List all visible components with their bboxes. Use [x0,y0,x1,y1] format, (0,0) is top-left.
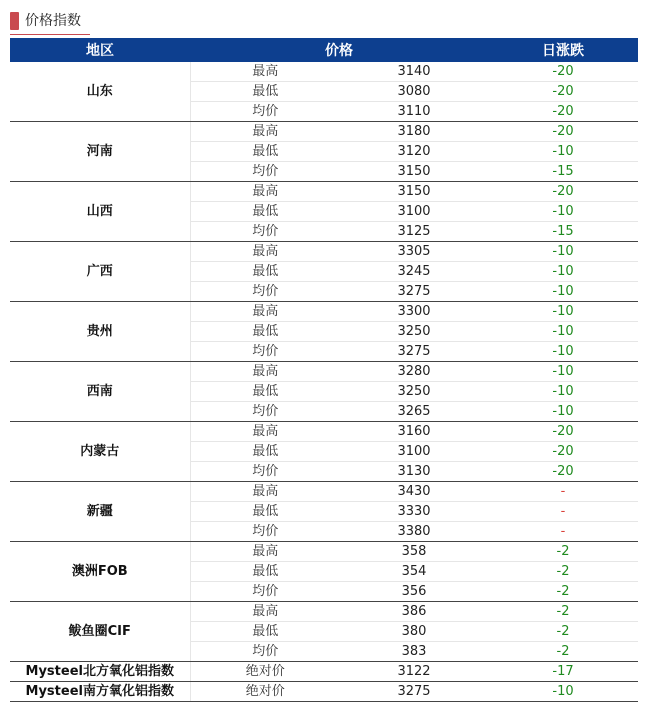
index-row [10,682,638,702]
change-cell: -20 [488,82,638,102]
price-type-cell: 最低 [190,622,340,642]
change-cell: -2 [488,582,638,602]
change-cell: -20 [488,62,638,82]
change-cell: -10 [488,262,638,282]
table-row [10,422,638,442]
change-cell: -10 [488,302,638,322]
section-title [10,9,90,33]
change-cell: - [488,502,638,522]
region-cell: 贵州 [10,302,190,362]
region-cell: 新疆 [10,482,190,542]
price-type-cell: 最低 [190,322,340,342]
price-cell: 380 [340,622,488,642]
table-row [10,182,638,202]
table-row [10,482,638,502]
header-change: 日涨跌 [488,38,638,62]
index-name-cell: Mysteel北方氧化铝指数 [10,662,190,682]
price-cell: 3150 [340,162,488,182]
price-cell: 3125 [340,222,488,242]
price-cell: 3150 [340,182,488,202]
price-type-cell: 均价 [190,462,340,482]
change-cell: -10 [488,322,638,342]
price-cell: 3275 [340,342,488,362]
price-cell: 3100 [340,202,488,222]
change-cell: -10 [488,682,638,702]
table-row [10,362,638,382]
price-cell: 3110 [340,102,488,122]
section-title-text: 价格指数 [25,13,81,29]
price-type-cell: 最低 [190,562,340,582]
price-cell: 3430 [340,482,488,502]
change-cell: - [488,522,638,542]
title-marker [10,12,19,30]
price-type-cell: 最高 [190,62,340,82]
price-cell: 3265 [340,402,488,422]
price-type-cell: 最高 [190,602,340,622]
price-cell: 3160 [340,422,488,442]
price-cell: 3120 [340,142,488,162]
region-cell: 山东 [10,62,190,122]
region-cell: 西南 [10,362,190,422]
table-row [10,542,638,562]
price-cell: 3245 [340,262,488,282]
price-cell: 356 [340,582,488,602]
change-cell: -10 [488,282,638,302]
change-cell: -20 [488,422,638,442]
price-cell: 3130 [340,462,488,482]
change-cell: -10 [488,362,638,382]
price-type-cell: 均价 [190,162,340,182]
table-body [10,62,638,702]
region-cell: 内蒙古 [10,422,190,482]
price-type-cell: 最高 [190,242,340,262]
region-cell: 鲅鱼圈CIF [10,602,190,662]
region-cell: 广西 [10,242,190,302]
change-cell: -2 [488,542,638,562]
price-type-cell: 最高 [190,482,340,502]
change-cell: -2 [488,602,638,622]
price-cell: 3080 [340,82,488,102]
price-cell: 3275 [340,682,488,702]
price-cell: 3250 [340,322,488,342]
change-cell: -20 [488,442,638,462]
price-cell: 383 [340,642,488,662]
change-cell: -20 [488,102,638,122]
price-cell: 3300 [340,302,488,322]
price-type-cell: 均价 [190,282,340,302]
price-cell: 3250 [340,382,488,402]
change-cell: -2 [488,562,638,582]
price-type-cell: 最高 [190,422,340,442]
price-type-cell: 最低 [190,502,340,522]
price-type-cell: 均价 [190,102,340,122]
price-type-cell: 绝对价 [190,682,340,702]
price-cell: 3140 [340,62,488,82]
table-header-row [10,38,638,62]
change-cell: -20 [488,122,638,142]
price-cell: 3180 [340,122,488,142]
price-type-cell: 最低 [190,142,340,162]
table-row [10,242,638,262]
change-cell: -2 [488,622,638,642]
change-cell: -10 [488,142,638,162]
change-cell: -15 [488,162,638,182]
header-price: 价格 [190,38,488,62]
change-cell: -10 [488,202,638,222]
price-type-cell: 均价 [190,582,340,602]
title-underline [10,34,90,35]
price-type-cell: 最低 [190,202,340,222]
price-type-cell: 均价 [190,222,340,242]
price-cell: 358 [340,542,488,562]
price-cell: 3122 [340,662,488,682]
change-cell: -10 [488,402,638,422]
table-row [10,62,638,82]
price-type-cell: 最低 [190,442,340,462]
price-type-cell: 绝对价 [190,662,340,682]
price-type-cell: 最高 [190,122,340,142]
index-row [10,662,638,682]
region-cell: 山西 [10,182,190,242]
region-cell: 河南 [10,122,190,182]
change-cell: -10 [488,342,638,362]
change-cell: -15 [488,222,638,242]
change-cell: -10 [488,382,638,402]
price-type-cell: 最低 [190,262,340,282]
price-type-cell: 最高 [190,302,340,322]
price-type-cell: 最低 [190,382,340,402]
table-row [10,122,638,142]
change-cell: -10 [488,242,638,262]
price-type-cell: 最高 [190,182,340,202]
price-type-cell: 最高 [190,542,340,562]
price-cell: 386 [340,602,488,622]
change-cell: -20 [488,182,638,202]
table-row [10,302,638,322]
index-name-cell: Mysteel南方氧化铝指数 [10,682,190,702]
price-cell: 3275 [340,282,488,302]
price-type-cell: 均价 [190,342,340,362]
price-type-cell: 最低 [190,82,340,102]
price-cell: 3305 [340,242,488,262]
region-cell: 澳洲FOB [10,542,190,602]
price-cell: 3280 [340,362,488,382]
price-index-table [10,38,638,702]
header-region: 地区 [10,38,190,62]
price-type-cell: 均价 [190,642,340,662]
price-type-cell: 最高 [190,362,340,382]
price-type-cell: 均价 [190,402,340,422]
price-type-cell: 均价 [190,522,340,542]
price-cell: 3330 [340,502,488,522]
price-cell: 3100 [340,442,488,462]
change-cell: -17 [488,662,638,682]
change-cell: -2 [488,642,638,662]
change-cell: -20 [488,462,638,482]
table-row [10,602,638,622]
price-cell: 3380 [340,522,488,542]
price-cell: 354 [340,562,488,582]
change-cell: - [488,482,638,502]
